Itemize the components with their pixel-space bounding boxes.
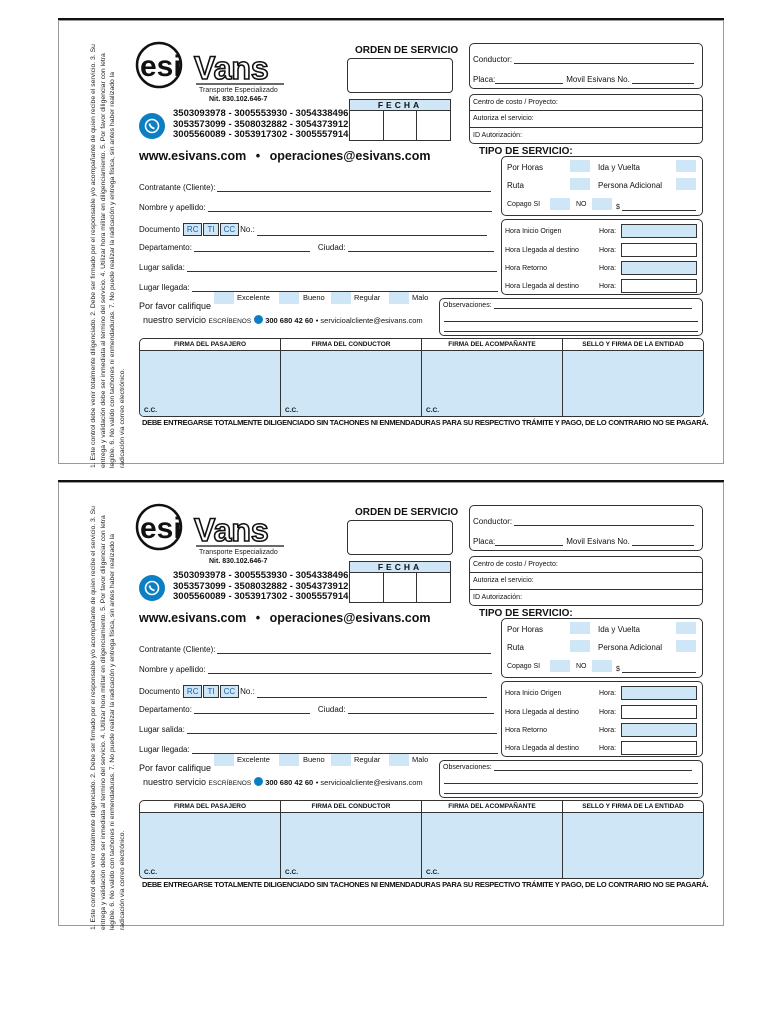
firma-header: FIRMA DEL PASAJERO xyxy=(140,339,281,350)
order-title: ORDEN DE SERVICIO xyxy=(355,45,459,56)
cost-center-row[interactable] xyxy=(470,95,702,111)
copago-no-checkbox[interactable] xyxy=(592,660,612,672)
service-type-title: TIPO DE SERVICIO: xyxy=(479,608,573,619)
documento-label: Documento xyxy=(139,687,180,696)
date-month-cell[interactable] xyxy=(384,573,418,602)
doc-type-cc[interactable]: CC xyxy=(220,223,240,236)
rating-regular-checkbox[interactable] xyxy=(331,292,351,304)
ida-vuelta-checkbox[interactable] xyxy=(676,622,696,634)
hora-label: Hora: xyxy=(599,745,617,752)
phone-line: 3503093978 - 3005553930 - 3054338496 xyxy=(173,570,349,581)
cc-label: C.C. xyxy=(285,407,298,414)
contratante-field[interactable] xyxy=(217,183,491,192)
top-rule xyxy=(58,480,724,482)
cost-center-label: Centro de costo / Proyecto: xyxy=(473,561,558,568)
copago-no-label: NO xyxy=(576,663,587,670)
rating-excelente-label: Excelente xyxy=(237,755,270,764)
brand-subtitle: Transporte Especializado xyxy=(199,549,278,556)
rating-prompt: Por favor califique xyxy=(139,301,212,311)
driver-box xyxy=(469,505,703,551)
brand-nit: Nit. 830.102.646-7 xyxy=(209,96,268,103)
rating-regular-checkbox[interactable] xyxy=(331,754,351,766)
firma-pasajero-field[interactable] xyxy=(140,351,281,417)
date-label: FECHA xyxy=(350,100,450,111)
signature-table xyxy=(139,800,704,879)
phone-line: 3005560089 - 3053917302 - 3005557914 xyxy=(173,129,349,140)
service-line xyxy=(143,315,423,325)
rating-bueno-checkbox[interactable] xyxy=(279,754,299,766)
currency-sign: $ xyxy=(616,666,620,673)
cost-center-row[interactable] xyxy=(470,557,702,573)
hora-llegada-field[interactable] xyxy=(621,705,697,719)
ciudad-field[interactable] xyxy=(348,243,494,252)
ruta-label: Ruta xyxy=(507,181,524,190)
movil-label: Movil Esivans No. xyxy=(566,537,630,546)
persona-adicional-label: Persona Adicional xyxy=(598,181,663,190)
service-label: nuestro servicio xyxy=(143,777,207,787)
nombre-label: Nombre y apellido: xyxy=(139,203,206,212)
cc-label: C.C. xyxy=(426,407,439,414)
hora-label: Hora: xyxy=(599,228,617,235)
rating-malo-label: Malo xyxy=(412,293,429,302)
currency-sign: $ xyxy=(616,204,620,211)
footer-notice: DEBE ENTREGARSE TOTALMENTE DILIGENCIADO SIN TACHONES NI ENMENDADURAS PARA SU RESPECTIVO TRÁMITE Y PAGO, DE LO CONTRARIO NO SE PAGARÁ. xyxy=(142,880,709,889)
doc-number-label: No.: xyxy=(240,687,255,696)
separator-bullet: • xyxy=(255,149,261,163)
lugar-salida-label: Lugar salida: xyxy=(139,263,185,272)
cc-label: C.C. xyxy=(144,869,157,876)
firma-header: FIRMA DEL PASAJERO xyxy=(140,801,281,812)
phone-list xyxy=(173,571,348,603)
service-order-form xyxy=(58,482,724,930)
copago-si-checkbox[interactable] xyxy=(550,198,570,210)
service-order-form xyxy=(58,20,724,468)
lugar-salida-field[interactable] xyxy=(187,725,497,734)
hora-row-label: Hora Llegada al destino xyxy=(505,709,579,716)
firma-conductor-field[interactable] xyxy=(281,813,422,879)
svg-text:Vans: Vans xyxy=(194,512,269,548)
departamento-label: Departamento: xyxy=(139,243,192,252)
conductor-label: Conductor: xyxy=(473,517,513,526)
copago-label: Copago SI xyxy=(507,201,541,208)
top-rule xyxy=(58,18,724,20)
escribenos-label: ESCRÍBENOS xyxy=(208,780,252,787)
rating-malo-checkbox[interactable] xyxy=(389,754,409,766)
rating-bueno-label: Bueno xyxy=(303,293,325,302)
whatsapp-number[interactable]: 300 680 42 60 xyxy=(265,316,314,325)
footer-notice: DEBE ENTREGARSE TOTALMENTE DILIGENCIADO SIN TACHONES NI ENMENDADURAS PARA SU RESPECTIVO TRÁMITE Y PAGO, DE LO CONTRARIO NO SE PAGARÁ. xyxy=(142,418,709,427)
service-type-box xyxy=(501,618,703,678)
email-link[interactable]: operaciones@esivans.com xyxy=(269,149,431,163)
hora-row-label: Hora Llegada al destino xyxy=(505,745,579,752)
hora-llegada-retorno-field[interactable] xyxy=(621,279,697,293)
hora-label: Hora: xyxy=(599,265,617,272)
ida-vuelta-label: Ida y Vuelta xyxy=(598,625,640,634)
whatsapp-number[interactable]: 300 680 42 60 xyxy=(265,778,314,787)
departamento-label: Departamento: xyxy=(139,705,192,714)
esivans-logo xyxy=(134,39,294,91)
hora-label: Hora: xyxy=(599,690,617,697)
email-link[interactable]: operaciones@esivans.com xyxy=(269,611,431,625)
phone-line: 3053573099 - 3508032882 - 3054373912 xyxy=(173,580,349,592)
whatsapp-small-icon xyxy=(254,777,263,786)
por-horas-label: Por Horas xyxy=(507,163,544,172)
whatsapp-icon xyxy=(139,113,165,139)
rating-malo-label: Malo xyxy=(412,755,429,764)
order-number-field[interactable] xyxy=(347,58,453,93)
firma-entidad-field[interactable] xyxy=(563,813,703,879)
firma-pasajero-field[interactable] xyxy=(140,813,281,879)
contratante-label: Contratante (Cliente): xyxy=(139,183,216,192)
firma-acompanante-field[interactable] xyxy=(422,813,563,879)
separator-bullet: • xyxy=(255,611,261,625)
placa-label: Placa: xyxy=(473,537,496,546)
firma-header: FIRMA DEL ACOMPAÑANTE xyxy=(422,801,563,812)
hora-label: Hora: xyxy=(599,247,617,254)
ciudad-field[interactable] xyxy=(348,705,494,714)
brand-nit: Nit. 830.102.646-7 xyxy=(209,558,268,565)
hora-llegada-retorno-field[interactable] xyxy=(621,741,697,755)
hora-inicio-field[interactable] xyxy=(621,224,697,238)
ciudad-label: Ciudad: xyxy=(317,243,346,252)
persona-adicional-label: Persona Adicional xyxy=(598,643,663,652)
hora-row-label: Hora Llegada al destino xyxy=(505,247,579,254)
rating-malo-checkbox[interactable] xyxy=(389,292,409,304)
cc-label: C.C. xyxy=(144,407,157,414)
ruta-checkbox[interactable] xyxy=(570,178,590,190)
hora-llegada-field[interactable] xyxy=(621,243,697,257)
observations-label: Observaciones: xyxy=(443,764,492,771)
rating-excelente-label: Excelente xyxy=(237,293,270,302)
hora-label: Hora: xyxy=(599,283,617,290)
date-day-cell[interactable] xyxy=(350,573,384,602)
date-field xyxy=(349,561,451,603)
service-type-title: TIPO DE SERVICIO: xyxy=(479,146,573,157)
hora-retorno-field[interactable] xyxy=(621,723,697,737)
contratante-field[interactable] xyxy=(217,645,491,654)
authorize-row[interactable] xyxy=(470,111,702,128)
authorize-row[interactable] xyxy=(470,573,702,590)
auth-id-row[interactable] xyxy=(470,590,702,606)
copago-no-label: NO xyxy=(576,201,587,208)
conductor-label: Conductor: xyxy=(473,55,513,64)
doc-type-cc[interactable]: CC xyxy=(220,685,240,698)
conductor-field[interactable] xyxy=(514,517,694,526)
departamento-field[interactable] xyxy=(194,705,310,714)
svg-text:esi: esi xyxy=(140,50,182,83)
date-label: FECHA xyxy=(350,562,450,573)
rating-prompt: Por favor califique xyxy=(139,763,212,773)
phone-line: 3005560089 - 3053917302 - 3005557914 xyxy=(173,591,349,602)
hora-label: Hora: xyxy=(599,727,617,734)
persona-adicional-checkbox[interactable] xyxy=(676,178,696,190)
hora-inicio-field[interactable] xyxy=(621,686,697,700)
firma-header: FIRMA DEL CONDUCTOR xyxy=(281,801,422,812)
rating-excelente-checkbox[interactable] xyxy=(214,754,234,766)
firma-header: FIRMA DEL CONDUCTOR xyxy=(281,339,422,350)
ruta-checkbox[interactable] xyxy=(570,640,590,652)
date-year-cell[interactable] xyxy=(417,111,450,140)
phone-list xyxy=(173,109,348,141)
date-day-cell[interactable] xyxy=(350,111,384,140)
por-horas-checkbox[interactable] xyxy=(570,160,590,172)
placa-field[interactable] xyxy=(495,537,563,546)
firma-header: SELLO Y FIRMA DE LA ENTIDAD xyxy=(582,803,684,810)
persona-adicional-checkbox[interactable] xyxy=(676,640,696,652)
nombre-field[interactable] xyxy=(208,203,492,212)
auth-id-label: ID Autorización: xyxy=(473,132,523,139)
firma-header: FIRMA DEL ACOMPAÑANTE xyxy=(422,339,563,350)
rating-regular-label: Regular xyxy=(354,755,381,764)
departamento-field[interactable] xyxy=(194,243,310,252)
firma-conductor-field[interactable] xyxy=(281,351,422,417)
esivans-logo xyxy=(134,501,294,553)
hora-row-label: Hora Inicio Origen xyxy=(505,228,562,235)
instructions-vertical: 1. Este control debe venir totalmente diligenciado. 2. Debe ser firmado por el responsable y/o acompañante de quien recibe el servicio. 3. Su entrega y validación debe ser inmediata al termino del servicio. 4. Utilizar hora militar en diligenciamiento. 5. Por favor diligenciar con letra legible. 6. No valido con tachones ni enmendaduras. 7. No puede realizar la radicación y entrega física, sin antes haber realizado la radicación via correo electrónico. xyxy=(90,506,126,930)
driver-box xyxy=(469,43,703,89)
order-title: ORDEN DE SERVICIO xyxy=(355,507,459,518)
movil-field[interactable] xyxy=(632,75,694,84)
ruta-label: Ruta xyxy=(507,643,524,652)
authorize-label: Autoriza el servicio: xyxy=(473,115,534,122)
escribenos-label: ESCRÍBENOS xyxy=(208,318,252,325)
contratante-label: Contratante (Cliente): xyxy=(139,645,216,654)
rating-excelente-checkbox[interactable] xyxy=(214,292,234,304)
doc-number-field[interactable] xyxy=(257,227,487,236)
copago-no-checkbox[interactable] xyxy=(592,198,612,210)
support-email[interactable]: • servicioalcliente@esivans.com xyxy=(315,316,423,325)
signature-table xyxy=(139,338,704,417)
cc-label: C.C. xyxy=(285,869,298,876)
ida-vuelta-checkbox[interactable] xyxy=(676,160,696,172)
hora-row-label: Hora Llegada al destino xyxy=(505,283,579,290)
documento-label: Documento xyxy=(139,225,180,234)
observations-label: Observaciones: xyxy=(443,302,492,309)
service-line xyxy=(143,777,423,787)
service-label: nuestro servicio xyxy=(143,315,207,325)
auth-id-label: ID Autorización: xyxy=(473,594,523,601)
web-contact xyxy=(139,611,430,625)
cc-label: C.C. xyxy=(426,869,439,876)
nombre-field[interactable] xyxy=(208,665,492,674)
lugar-salida-label: Lugar salida: xyxy=(139,725,185,734)
placa-label: Placa: xyxy=(473,75,496,84)
lugar-llegada-field[interactable] xyxy=(192,745,498,754)
website-link[interactable]: www.esivans.com xyxy=(139,149,247,163)
service-type-box xyxy=(501,156,703,216)
authorize-label: Autoriza el servicio: xyxy=(473,577,534,584)
doc-number-field[interactable] xyxy=(257,689,487,698)
observations-box[interactable] xyxy=(439,760,703,798)
date-month-cell[interactable] xyxy=(384,111,418,140)
firma-entidad-field[interactable] xyxy=(563,351,703,417)
copago-amount-field[interactable] xyxy=(622,202,696,211)
support-email[interactable]: • servicioalcliente@esivans.com xyxy=(315,778,423,787)
copago-amount-field[interactable] xyxy=(622,664,696,673)
date-year-cell[interactable] xyxy=(417,573,450,602)
ida-vuelta-label: Ida y Vuelta xyxy=(598,163,640,172)
por-horas-label: Por Horas xyxy=(507,625,544,634)
hora-row-label: Hora Retorno xyxy=(505,727,548,734)
lugar-salida-field[interactable] xyxy=(187,263,497,272)
lugar-llegada-field[interactable] xyxy=(192,283,498,292)
date-field xyxy=(349,99,451,141)
phone-line: 3503093978 - 3005553930 - 3054338496 xyxy=(173,108,349,119)
rating-bueno-checkbox[interactable] xyxy=(279,292,299,304)
hora-row-label: Hora Inicio Origen xyxy=(505,690,562,697)
firma-header: SELLO Y FIRMA DE LA ENTIDAD xyxy=(582,341,684,348)
lugar-llegada-label: Lugar llegada: xyxy=(139,745,190,754)
hora-retorno-field[interactable] xyxy=(621,261,697,275)
whatsapp-icon xyxy=(139,575,165,601)
instructions-vertical: 1. Este control debe venir totalmente diligenciado. 2. Debe ser firmado por el responsable y/o acompañante de quien recibe el servicio. 3. Su entrega y validación debe ser inmediata al termino del servicio. 4. Utilizar hora militar en diligenciamiento. 5. Por favor diligenciar con letra legible. 6. No valido con tachones ni enmendaduras. 7. No puede realizar la radicación y entrega física, sin antes haber realizado la radicación via correo electrónico. xyxy=(90,44,126,468)
observations-box[interactable] xyxy=(439,298,703,336)
hora-row-label: Hora Retorno xyxy=(505,265,548,272)
movil-label: Movil Esivans No. xyxy=(566,75,630,84)
hora-label: Hora: xyxy=(599,709,617,716)
copago-si-checkbox[interactable] xyxy=(550,660,570,672)
cost-center-box xyxy=(469,556,703,606)
rating-regular-label: Regular xyxy=(354,293,381,302)
doc-type-rc[interactable]: RC xyxy=(183,223,203,236)
rating-bueno-label: Bueno xyxy=(303,755,325,764)
firma-acompanante-field[interactable] xyxy=(422,351,563,417)
cost-center-label: Centro de costo / Proyecto: xyxy=(473,99,558,106)
brand-subtitle: Transporte Especializado xyxy=(199,87,278,94)
phone-line: 3053573099 - 3508032882 - 3054373912 xyxy=(173,118,349,130)
doc-type-ti[interactable]: TI xyxy=(203,685,218,698)
ciudad-label: Ciudad: xyxy=(317,705,346,714)
por-horas-checkbox[interactable] xyxy=(570,622,590,634)
conductor-field[interactable] xyxy=(514,55,694,64)
website-link[interactable]: www.esivans.com xyxy=(139,611,247,625)
web-contact xyxy=(139,149,430,163)
movil-field[interactable] xyxy=(632,537,694,546)
copago-label: Copago SI xyxy=(507,663,541,670)
cost-center-box xyxy=(469,94,703,144)
svg-text:Vans: Vans xyxy=(194,50,269,86)
auth-id-row[interactable] xyxy=(470,128,702,144)
doc-number-label: No.: xyxy=(240,225,255,234)
doc-type-ti[interactable]: TI xyxy=(203,223,218,236)
order-number-field[interactable] xyxy=(347,520,453,555)
whatsapp-small-icon xyxy=(254,315,263,324)
placa-field[interactable] xyxy=(495,75,563,84)
lugar-llegada-label: Lugar llegada: xyxy=(139,283,190,292)
svg-text:esi: esi xyxy=(140,512,182,545)
nombre-label: Nombre y apellido: xyxy=(139,665,206,674)
doc-type-rc[interactable]: RC xyxy=(183,685,203,698)
